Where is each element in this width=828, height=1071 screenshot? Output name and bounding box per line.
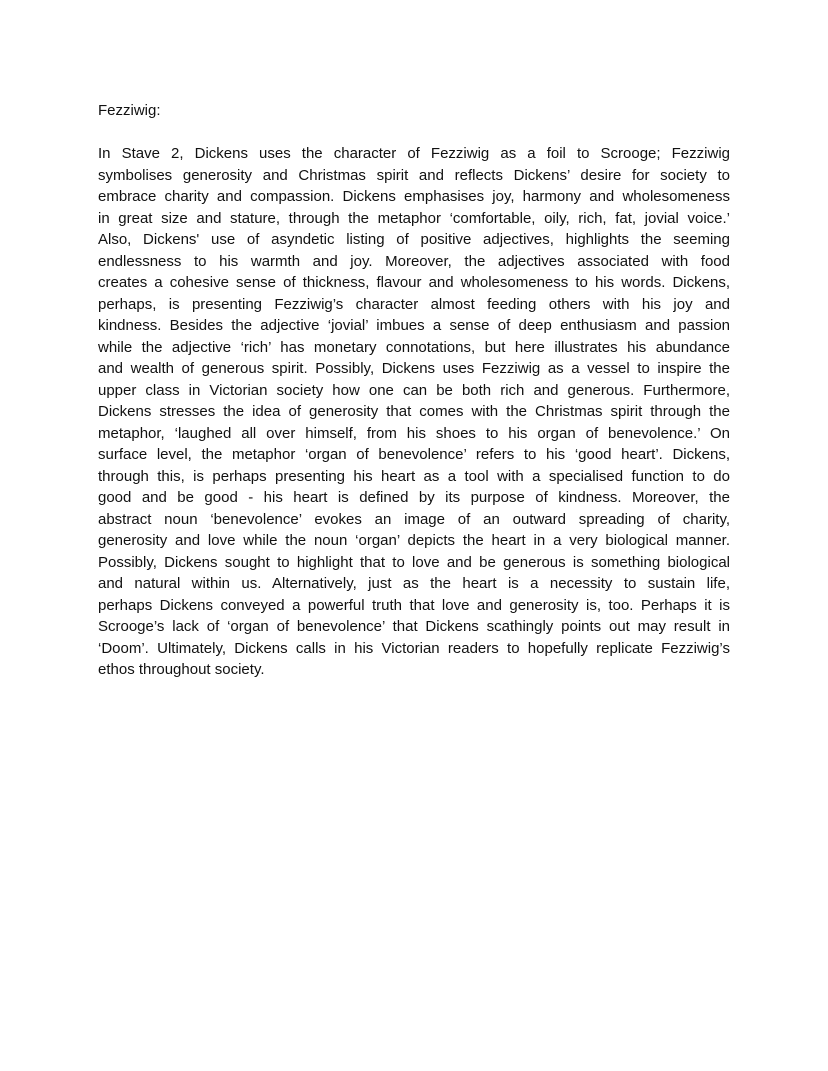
paragraph-line: kindness. Besides the adjective ‘jovial’ imbues a sense of deep enthusiasm and passion <box>98 317 730 334</box>
paragraph-line: abstract noun ‘benevolence’ evokes an image of an outward spreading of charity, <box>98 510 730 528</box>
paragraph-line: Possibly, Dickens sought to highlight that to love and be generous is something biological <box>98 553 730 571</box>
paragraph-line: Scrooge’s lack of ‘organ of benevolence’ that Dickens scathingly points out may result in <box>98 618 730 635</box>
paragraph-line: creates a cohesive sense of thickness, flavour and wholesomeness to his words. Dickens, <box>98 274 730 291</box>
paragraph-line: symbolises generosity and Christmas spirit and reflects Dickens’ desire for society to <box>98 166 730 184</box>
document-heading: Fezziwig: <box>98 102 161 119</box>
paragraph-line: Dickens stresses the idea of generosity that comes with the Christmas spirit through the <box>98 403 730 420</box>
paragraph-line: perhaps, is presenting Fezziwig’s character almost feeding others with his joy and <box>98 295 730 313</box>
paragraph-line: In Stave 2, Dickens uses the character of Fezziwig as a foil to Scrooge; Fezziwig <box>98 145 730 162</box>
paragraph-line: metaphor, ‘laughed all over himself, from his shoes to his organ of benevolence.’ On <box>98 424 730 442</box>
paragraph-line: upper class in Victorian society how one can be both rich and generous. Furthermore, <box>98 381 730 399</box>
paragraph-line: and wealth of generous spirit. Possibly, Dickens uses Fezziwig as a vessel to inspire the <box>98 360 730 377</box>
paragraph-line: in great size and stature, through the metaphor ‘comfortable, oily, rich, fat, jovial voice.’ <box>98 209 730 227</box>
paragraph-line: ethos throughout society. <box>98 661 265 678</box>
paragraph-line: ‘Doom’. Ultimately, Dickens calls in his Victorian readers to hopefully replicate Fezziwig’s <box>98 639 730 657</box>
paragraph-line: generosity and love while the noun ‘organ’ depicts the heart in a very biological manner. <box>98 532 730 549</box>
paragraph-line: perhaps Dickens conveyed a powerful truth that love and generosity is, too. Perhaps it is <box>98 596 730 614</box>
paragraph-line: and natural within us. Alternatively, just as the heart is a necessity to sustain life, <box>98 575 730 592</box>
essay-paragraph <box>98 143 730 681</box>
paragraph-line: while the adjective ‘rich’ has monetary connotations, but here illustrates his abundance <box>98 338 730 356</box>
paragraph-line: good and be good - his heart is defined by its purpose of kindness. Moreover, the <box>98 489 730 506</box>
paragraph-line: embrace charity and compassion. Dickens emphasises joy, harmony and wholesomeness <box>98 188 730 205</box>
paragraph-line: surface level, the metaphor ‘organ of benevolence’ refers to his ‘good heart’. Dickens, <box>98 446 730 463</box>
paragraph-line: endlessness to his warmth and joy. Moreover, the adjectives associated with food <box>98 252 730 270</box>
paragraph-line: through this, is perhaps presenting his heart as a tool with a specialised function to do <box>98 467 730 485</box>
paragraph-line: Also, Dickens' use of asyndetic listing of positive adjectives, highlights the seeming <box>98 231 730 248</box>
